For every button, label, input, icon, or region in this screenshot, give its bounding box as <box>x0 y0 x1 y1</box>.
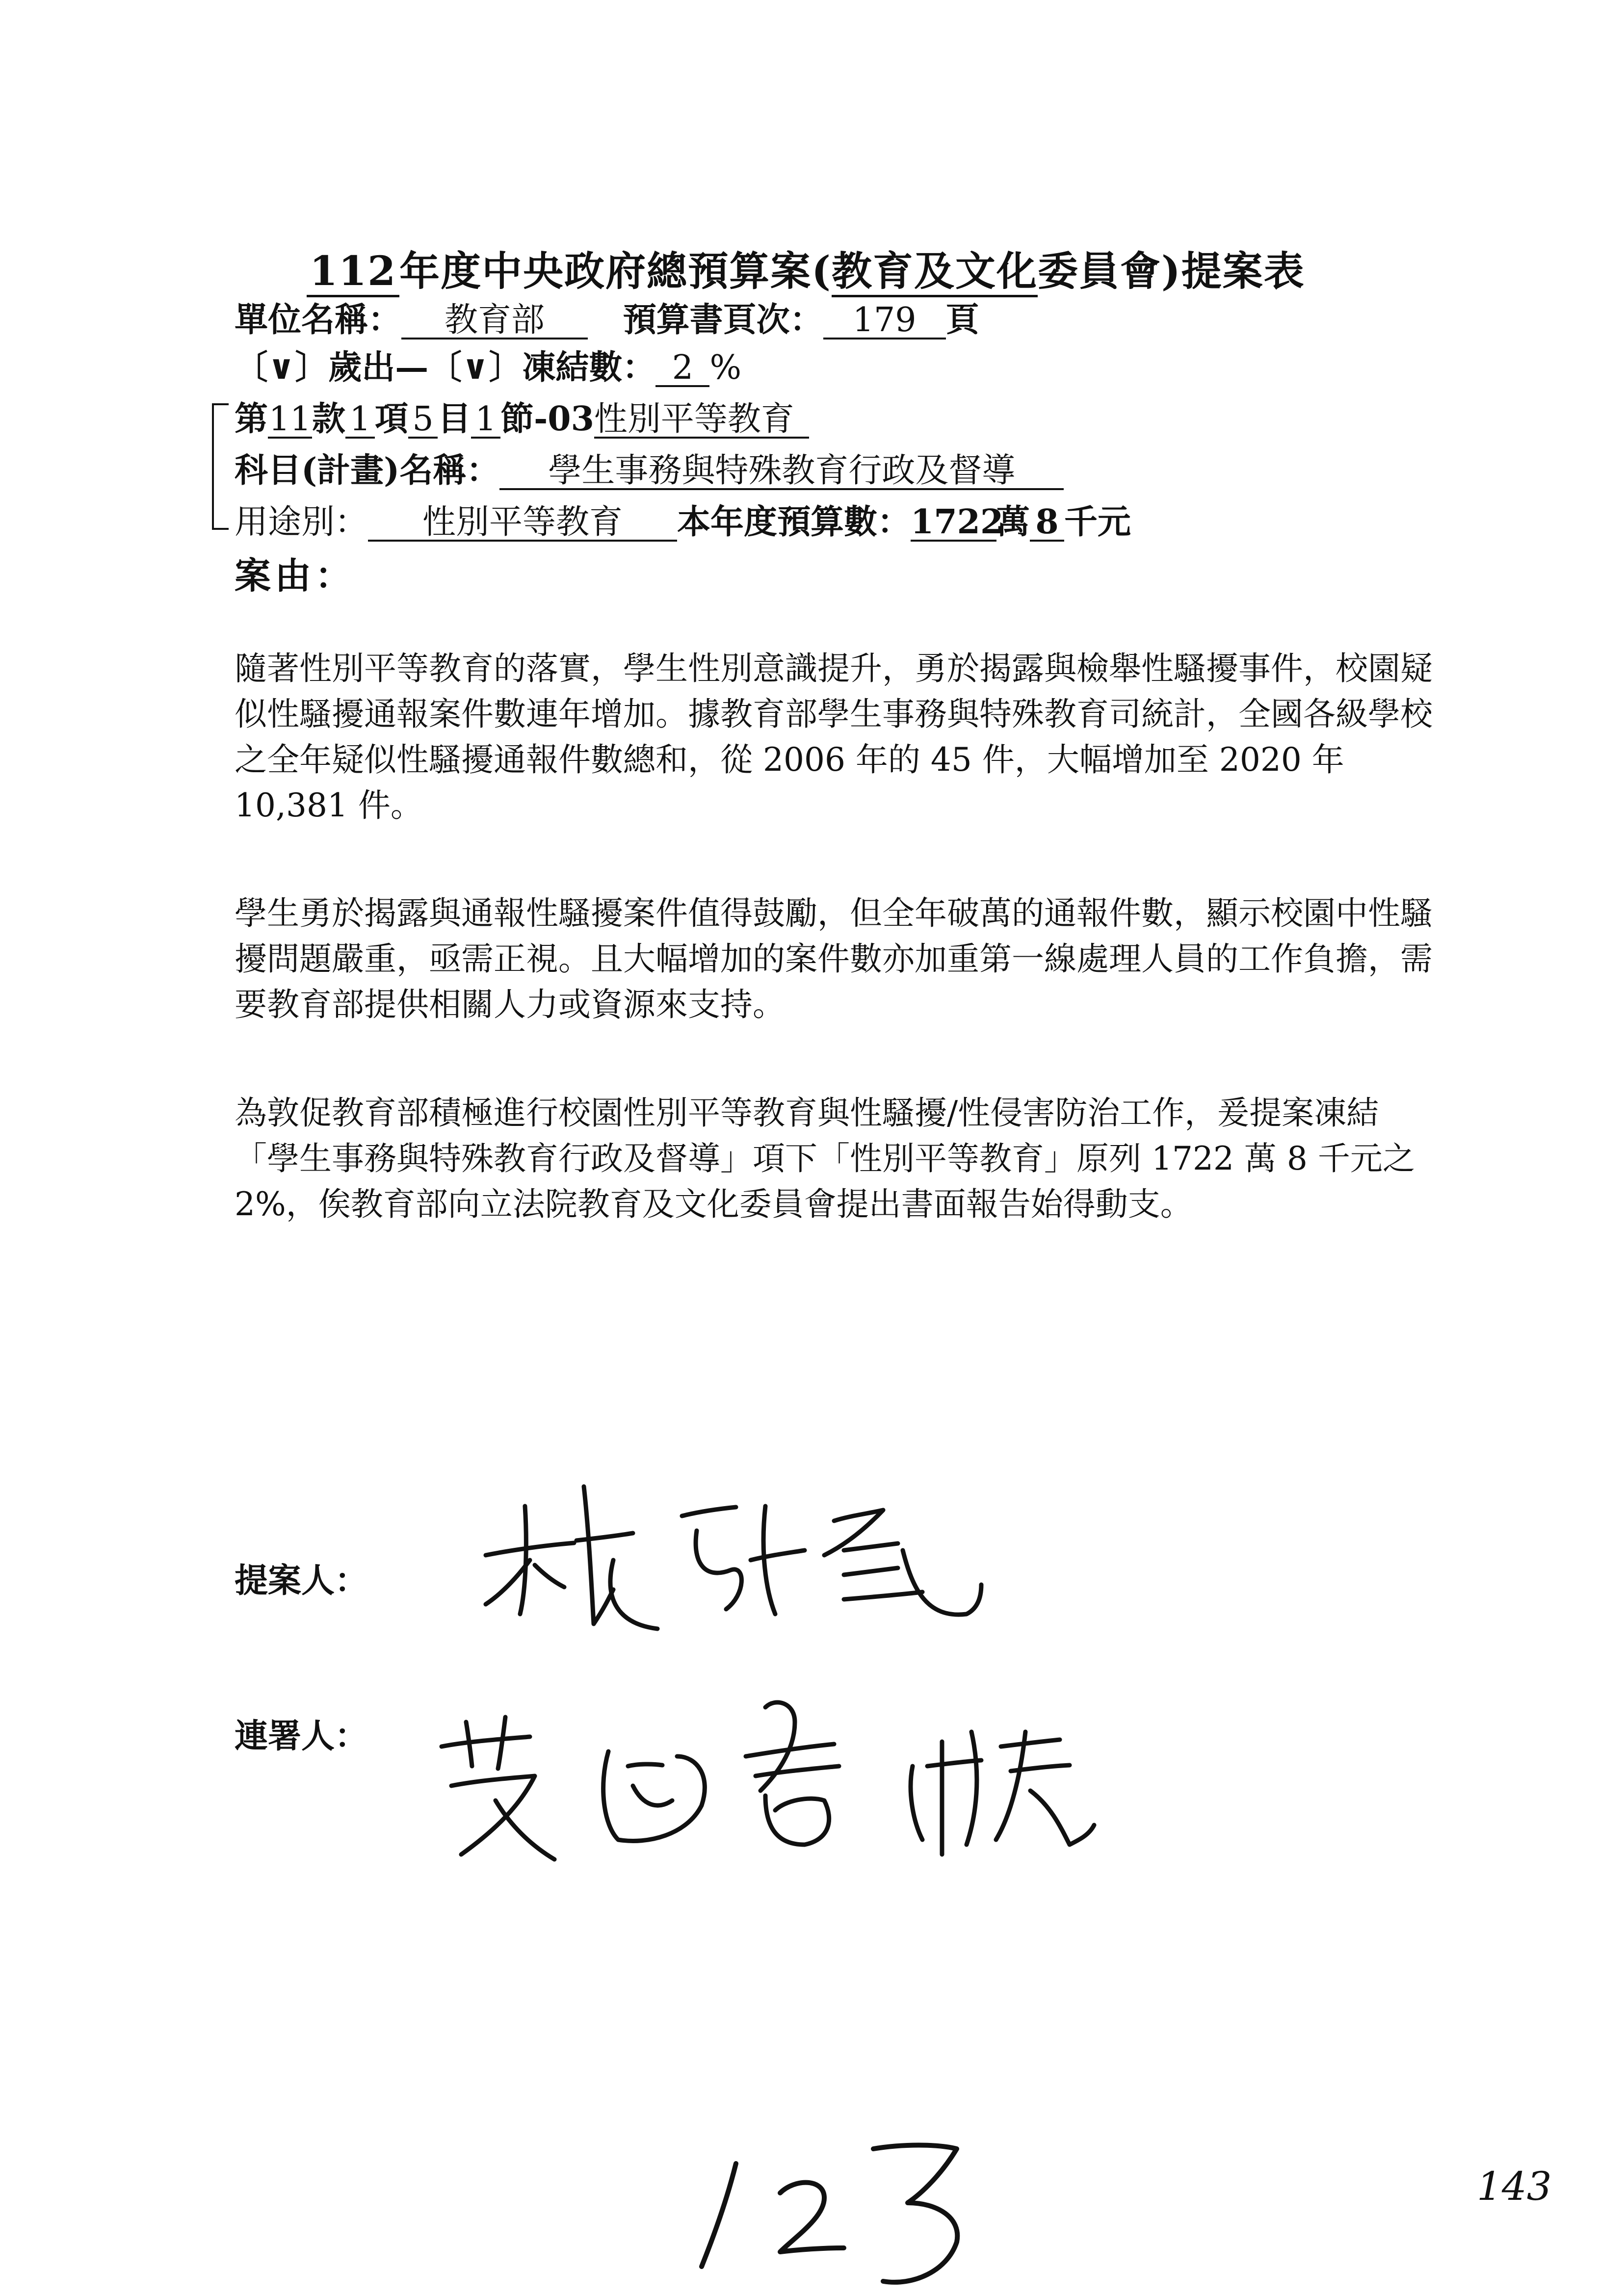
budget-qian: 8 <box>1030 505 1064 542</box>
account-jie: 1 <box>471 402 500 439</box>
account-name: 性別平等教育 <box>594 402 809 439</box>
budget-wan: 1722 <box>911 502 1004 542</box>
budget-label: 本年度預算數： <box>677 502 911 542</box>
subject-row <box>235 444 1064 492</box>
title-part-a: 年度中央政府總預算案( <box>399 248 832 295</box>
account-xiang: 1 <box>345 402 375 439</box>
freeze-label: 〔∨〕歲出—〔∨〕凍結數： <box>235 348 656 387</box>
usage-label: 用途別： <box>235 503 368 542</box>
subject-label: 科目(計畫)名稱： <box>235 451 500 490</box>
page-number: 143 <box>1477 2164 1552 2209</box>
account-kuan-label: 款 <box>312 399 346 439</box>
unit-row <box>235 293 979 341</box>
proposer-label: 提案人： <box>235 1561 368 1600</box>
page-suffix: 頁 <box>945 300 979 339</box>
page-value: 179 <box>823 303 946 339</box>
reason-paragraph-2: 學生勇於揭露與通報性騷擾案件值得鼓勵，但全年破萬的通報件數，顯示校園中性騷擾問題嚴重，亟需正視。且大幅增加的案件數亦加重第一線處理人員的工作負擔，需要教育部提供相關人力或資源來支持。 <box>235 894 1433 1023</box>
title-part-b: 委員會)提案表 <box>1038 248 1305 295</box>
account-di: 第 <box>235 399 268 439</box>
unit-value: 教育部 <box>401 303 588 339</box>
form-title <box>307 239 1305 297</box>
usage-value: 性別平等教育 <box>368 505 677 542</box>
usage-row <box>235 496 1131 543</box>
freeze-suffix: % <box>709 348 742 387</box>
account-row <box>235 392 809 440</box>
subject-value: 學生事務與特殊教育行政及督導 <box>499 453 1064 490</box>
account-kuan: 11 <box>268 400 312 439</box>
cosigner-signature <box>422 1678 1207 1884</box>
account-mu: 5 <box>408 402 438 439</box>
budget-wan-unit: 萬 <box>996 502 1030 542</box>
cosigner-label: 連署人： <box>235 1717 368 1756</box>
committee-name: 教育及文化 <box>832 248 1038 297</box>
freeze-row <box>235 341 741 389</box>
handwritten-number <box>682 2119 996 2296</box>
reason-paragraph-3: 為敦促教育部積極進行校園性別平等教育與性騷擾/性侵害防治工作，爰提案凍結「學生事務與特殊教育行政及督導」項下「性別平等教育」原列 1722 萬 8 千元之 2%，俟教育部向立法院教育及文化委員會提出書面報告始得動支。 <box>235 1094 1415 1223</box>
account-jie-label: 節-03 <box>500 399 594 439</box>
page-label: 預算書頁次： <box>623 300 823 339</box>
budget-qian-unit: 千元 <box>1064 502 1131 542</box>
account-xiang-label: 項 <box>375 399 409 439</box>
item-bracket <box>212 403 229 530</box>
reason-paragraph-1: 隨著性別平等教育的落實，學生性別意識提升，勇於揭露與檢舉性騷擾事件，校園疑似性騷擾通報案件數連年增加。據教育部學生事務與特殊教育司統計，全國各級學校之全年疑似性騷擾通報件數總和，從 2006 年的 45 件，大幅增加至 2020 年 10,381 件。 <box>235 650 1433 824</box>
unit-label: 單位名稱： <box>235 300 402 339</box>
account-mu-label: 目 <box>438 399 471 439</box>
budget-year: 112 <box>307 248 399 297</box>
freeze-value: 2 <box>655 350 709 387</box>
proposer-signature <box>471 1452 986 1658</box>
reason-label: 案由： <box>235 555 355 597</box>
